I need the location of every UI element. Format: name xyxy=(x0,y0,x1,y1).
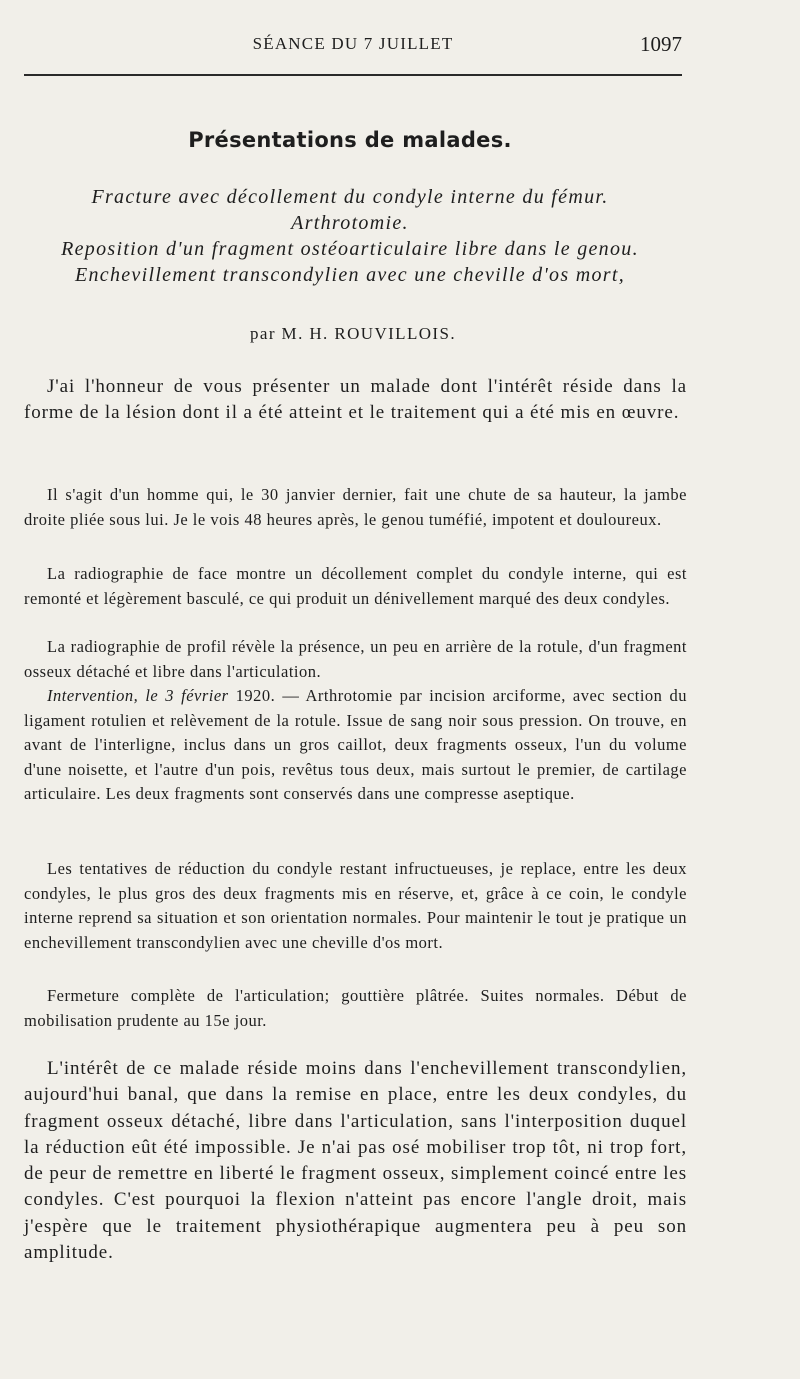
section-title: Présentations de malades. xyxy=(188,128,512,152)
intervention-paragraph xyxy=(24,684,687,807)
author-line: par M. H. ROUVILLOIS. xyxy=(250,324,456,343)
intervention-text: 1920. — Arthrotomie par incision arciforme, avec section du ligament rotulien et relèvement de la rotule. Issue de sang noir sous pression. On trouve, en avant de l'interligne, inclus dans un gros caillot, deux fragments osseux, l'un du volume d'une noisette, et l'autre d'un pois, revêtus tous deux, mais surtout le premier, de cartilage articulaire. Les deux fragments sont conservés dans une compresse aseptique. xyxy=(24,686,687,803)
running-head: SÉANCE DU 7 JUILLET xyxy=(252,34,454,53)
intervention-lead: Intervention, le 3 février xyxy=(47,686,229,705)
closure-paragraph: Fermeture complète de l'articulation; gouttière plâtrée. Suites normales. Début de mobilisation prudente au 15e jour. xyxy=(24,986,687,1030)
radiography-profile-paragraph: La radiographie de profil révèle la présence, un peu en arrière de la rotule, d'un fragment osseux détaché et libre dans l'articulation. xyxy=(24,637,687,681)
subtitle-line: Reposition d'un fragment ostéoarticulaire libre dans le genou. xyxy=(61,238,639,260)
page-number: 1097 xyxy=(640,32,682,56)
article-subtitle xyxy=(0,184,700,288)
reduction-paragraph: Les tentatives de réduction du condyle restant infructueuses, je replace, entre les deux condyles, le plus gros des deux fragments mis en réserve, et, grâce à ce coin, le condyle interne reprend sa situation et son orientation normales. Pour maintenir le tout je pratique un enchevillement transcondylien avec une cheville d'os mort. xyxy=(24,859,687,952)
conclusion-paragraph: L'intérêt de ce malade réside moins dans l'enchevillement transcondylien, aujourd'hui banal, que dans la remise en place, entre les deux condyles, du fragment osseux détaché, libre dans l'articulation, sans l'interposition duquel la réduction eût été impossible. Je n'ai pas osé mobiliser trop tôt, ni trop fort, de peur de remettre en liberté le fragment osseux, simplement coincé entre les condyles. C'est pourquoi la flexion n'atteint pas encore l'angle droit, mais j'espère que le traitement physiothérapique augmentera peu à peu son amplitude. xyxy=(24,1058,687,1264)
intro-paragraph: J'ai l'honneur de vous présenter un malade dont l'intérêt réside dans la forme de la lésion dont il a été atteint et le traitement qui a été mis en œuvre. xyxy=(24,376,687,424)
subtitle-line: Fracture avec décollement du condyle interne du fémur. xyxy=(91,186,609,208)
case-history-paragraph: Il s'agit d'un homme qui, le 30 janvier dernier, fait une chute de sa hauteur, la jambe droite pliée sous lui. Je le vois 48 heures après, le genou tuméfié, impotent et douloureux. xyxy=(24,485,687,529)
radiography-front-paragraph: La radiographie de face montre un décollement complet du condyle interne, qui est remonté et légèrement basculé, ce qui produit un dénivellement marqué des deux condyles. xyxy=(24,564,687,608)
header-rule xyxy=(24,74,682,76)
subtitle-line: Arthrotomie. xyxy=(291,212,409,234)
page-header xyxy=(24,32,682,62)
subtitle-line: Enchevillement transcondylien avec une cheville d'os mort, xyxy=(74,264,626,286)
